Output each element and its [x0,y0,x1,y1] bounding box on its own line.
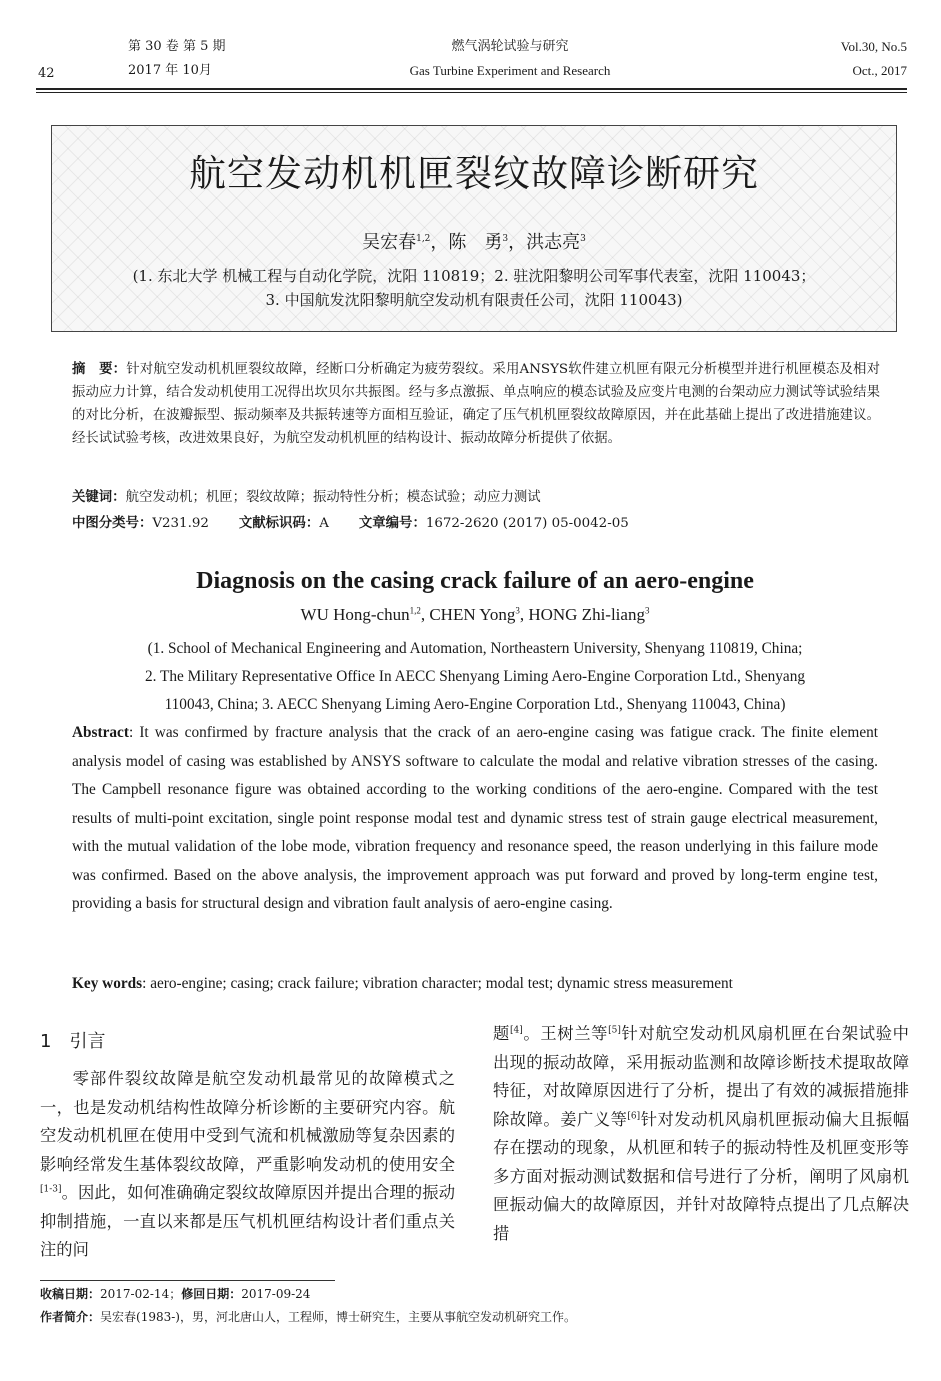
abstract-cn-text: 针对航空发动机机匣裂纹故障，经断口分析确定为疲劳裂纹。采用ANSYS软件建立机匣有限元分析模型并进行机匣模态及相对振动应力计算，结合发动机使用工况得出坎贝尔共振图。经与多点激振、单点响应的模态试验及应变片电测的台架动应力测试等试验结果的对比分析，在波瓣振型、振动频率及共振转速等方面相互验证，确定了压气机机匣裂纹故障原因，并在此基础上提出了改进措施建议。经长试试验考核，改进效果良好，为航空发动机机匣的结构设计、振动故障分析提供了依据。 [72,362,880,446]
page-number: 42 [38,66,55,81]
keywords-en: Key words: aero-engine; casing; crack failure; vibration character; modal test; dynamic stress measurement [72,975,733,992]
volume-issue-cn: 第 30 卷 第 5 期 [128,39,226,54]
citation-4: [4] [509,1025,523,1036]
affiliations-en [66,635,884,719]
classification-cn [72,512,880,531]
date-en: Oct., 2017 [852,63,907,78]
volume-issue-en: Vol.30, No.5 [840,39,907,54]
citation-1-3: [1-3] [40,1184,62,1195]
author-en-3: HONG Zhi-liang [528,605,645,624]
body-right-text-a: 题 [493,1024,510,1043]
journal-name-en: Gas Turbine Experiment and Research [409,63,611,78]
abstract-en-text: It was confirmed by fracture analysis that the crack of an aero-engine casing was fatigue crack. The finite element analysis model of casing was established by ANSYS software to calculate the modal and relative vibration stresses of the casing. The Campbell resonance figure was obtained according to the working conditions of the aero-engine. Compared with the test results of multi-point excitation, single point response modal test and dynamic stress test of strain gauge electrical measurement, with the mutual validation of the lobe mode, vibration frequency and resonance speed, the reason underlying in this failure mode was confirmed. Based on the above analysis, the improvement approach was put forward and proved by long-term engine test, providing a basis for structural design and vibration fault analysis of aero-engine casing. [72,724,879,912]
footnote-dates [40,1285,310,1303]
clc-value: V231.92 [152,516,209,531]
author-cn-3-sup: 3 [580,234,586,244]
author-en-2: CHEN Yong [429,605,516,624]
abstract-cn-label: 摘 要： [72,362,127,377]
keywords-cn [72,486,880,505]
revised-label: 修回日期： [181,1287,242,1301]
citation-5: [5] [608,1025,621,1036]
body-left-column [40,1065,455,1265]
author-cn-3: 洪志亮 [526,232,581,253]
title-cn: 航空发动机机匣裂纹故障诊断研究 [189,152,759,195]
author-en-1-sup: 1,2 [409,605,421,616]
received-label: 收稿日期： [40,1287,101,1301]
article-no-label: 文章编号： [358,516,426,531]
body-right-text-b: 。王树兰等 [522,1024,609,1043]
author-en-2-sup: 3 [515,605,520,616]
authors-en: WU Hong-chun$^{1,2}$, CHEN Yong$^3$, HONG Zhi-liang$^3$ [300,605,650,624]
journal-name-cn: 燃气涡轮试验与研究 [451,39,569,54]
abstract-cn [72,358,880,450]
body-right-text-d: 针对发动机风扇机匣振动偏大且振幅存在摆动的现象，从机匣和转子的振动特性及机匣变形等多方面对振动测试数据和信号进行了分析，阐明了风扇机匣振动偏大的故障原因，并针对故障特点提出了几点解决措 [493,1109,909,1243]
received-date: 2017-02-14； [100,1287,182,1301]
author-en-1: WU Hong-chun [300,605,410,624]
keywords-cn-label: 关键词： [72,490,126,505]
keywords-cn-text: 航空发动机；机匣；裂纹故障；振动特性分析；模态试验；动应力测试 [125,490,541,505]
affiliations-cn [51,264,897,312]
header-center [330,38,690,80]
body-right-text-c: 针对航空发动机风扇机匣在台架试验中出现的振动故障，采用振动监测和故障诊断技术提取故障特征，对故障原因进行了分析，提出了有效的减振措施排除故障。姜广义等 [493,1024,909,1129]
revised-date: 2017-09-24 [241,1287,311,1301]
doc-code-label: 文献标识码： [238,516,320,531]
header-rule-thin [36,92,907,93]
header-rule-thick [36,88,907,90]
header-left [128,38,328,80]
affiliation-en-line2: 2. The Military Representative Office In AECC Shenyang Liming Aero-Engine Corporation Ltd., Shenyang [144,668,806,685]
body-left-text-a: 零部件裂纹故障是航空发动机最常见的故障模式之一，也是发动机结构性故障分析诊断的主要研究内容。航空发动机机匣在使用中受到气流和机械激励等复杂因素的影响经常发生基体裂纹故障，严重影响发动机的使用安全 [40,1069,455,1174]
article-no-value: 1672-2620 (2017) 05-0042-05 [425,516,629,531]
abstract-en-label: Abstract [72,724,129,741]
date-cn: 2017 年 10月 [128,63,212,78]
author-cn-2-sup: 3 [502,234,509,244]
section-heading: 1 引言 [40,1031,106,1052]
citation-6: [6] [627,1111,641,1122]
footnote-rule [40,1280,335,1281]
title-en: Diagnosis on the casing crack failure of an aero-engine [196,568,754,594]
author-cn-2: 陈 勇 [448,232,503,253]
authors-cn: 吴宏春$^{1,2}$，陈 勇$^3$，洪志亮$^3$ [362,232,586,253]
author-cn-1: 吴宏春 [362,232,417,253]
author-cn-1-sup: 1,2 [416,234,431,244]
body-left-text-b: 。因此，如何准确确定裂纹故障原因并提出合理的振动抑制措施，一直以来都是压气机机匣结构设计者们重点关注的问 [40,1183,455,1259]
body-right-column [493,1020,909,1248]
header-right [841,38,907,80]
affiliation-en-line3: 110043, China; 3. AECC Shenyang Liming Aero-Engine Corporation Ltd., Shenyang 110043, China) [164,696,786,713]
footnote-author-bio [40,1308,576,1326]
abstract-en: Abstract: It was confirmed by fracture analysis that the crack of an aero-engine casing was fatigue crack. The finite element analysis model of casing was established by ANSYS software to calculate the modal and relative vibration stresses of the casing. The Campbell resonance figure was obtained according to the working conditions of the aero-engine. Compared with the test results of multi-point excitation, single point response modal test and dynamic stress test of strain gauge electrical measurement, with the mutual validation of the lobe mode, vibration frequency and resonance speed, the reason underlying in this failure mode was confirmed. Based on the above analysis, the improvement approach was put forward and proved by long-term engine test, providing a basis for structural design and vibration fault analysis of aero-engine casing. [72,724,879,912]
affiliation-cn-line1: (1. 东北大学 机械工程与自动化学院，沈阳 110819；2. 驻沈阳黎明公司军事代表室，沈阳 110043； [132,267,816,285]
author-en-3-sup: 3 [644,605,650,616]
bio-text: 吴宏春(1983-)，男，河北唐山人，工程师，博士研究生，主要从事航空发动机研究工作。 [100,1310,576,1324]
clc-label: 中图分类号： [72,516,153,531]
bio-label: 作者简介： [40,1310,101,1324]
doc-code-value: A [319,516,329,531]
affiliation-en-line1: (1. School of Mechanical Engineering and Automation, Northeastern University, Shenyang 110819, China; [147,640,803,657]
keywords-en-label: Key words [72,975,143,992]
keywords-en-text: aero-engine; casing; crack failure; vibration character; modal test; dynamic stress measurement [150,975,733,992]
affiliation-cn-line2: 3. 中国航发沈阳黎明航空发动机有限责任公司，沈阳 110043) [265,291,683,309]
